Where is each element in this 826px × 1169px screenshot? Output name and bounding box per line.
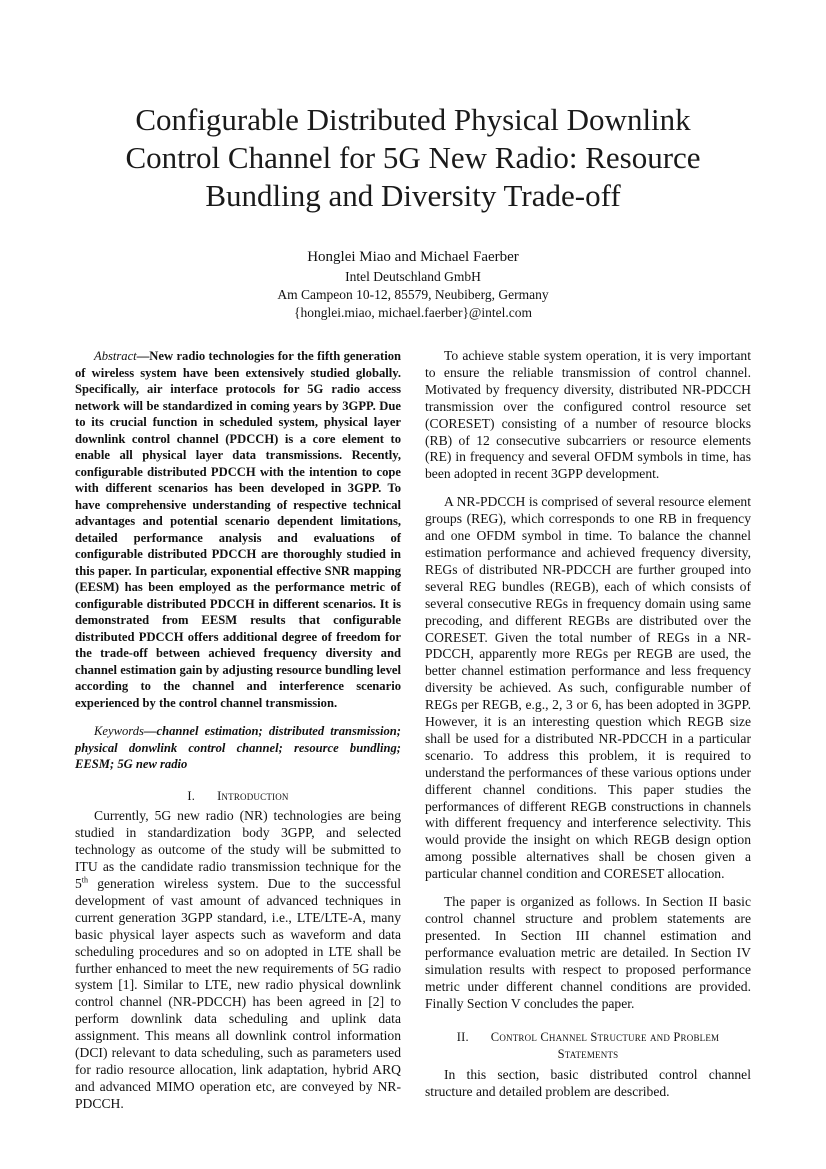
section-2-number: II. <box>456 1030 469 1045</box>
section-1-number: I. <box>187 788 196 803</box>
title-line-2: Control Channel for 5G New Radio: Resource <box>125 140 701 175</box>
abstract-text: —New radio technologies for the fifth generation of wireless system have been extensively studied globally. Specifically, air interface protocols for 5G radio access network will be standardized in coming years by 3GPP. Due to its crucial function in scheduled system, physical layer downlink control channel (PDCCH) is a core element to enable all physical layer data transmissions. Recently, configurable distributed PDCCH with the intention to cope with different scenarios has been developed in 3GPP. To have comprehensive understanding of respective technical advantages and potential scenario dependent limitations, detailed performance analysis and evaluations of configurable distributed PDCCH are thoroughly studied in this paper. In particular, exponential effective SNR mapping (EESM) has been employed as the performance metric of configurable distributed PDCCH in different scenarios. It is demonstrated from EESM results that configurable distributed PDCCH offers additional degree of freedom for the trade-off between achieved frequency diversity and channel estimation gain by adjusting resource bundling level according to the channel and interference scenario experienced by the control channel transmission. <box>75 349 401 710</box>
keywords <box>75 723 401 773</box>
intro-p1-text-b: generation wireless system. Due to the successful development of vast amount of advanced techniques in current generation 3GPP standard, i.e., LTE/LTE-A, many basic physical layer aspects such as waveform and data scheduling procedures and so on adopted in LTE shall be further enhanced to meet the new requirements of 5G radio system [1]. Similar to LTE, new radio physical downlink control channel (NR-PDCCH) has been agreed in [2] to perform downlink data scheduling and uplink data assignment. This means all downlink control information (DCI) relevant to data scheduling, such as parameters used for radio resource allocation, link adaptation, hybrid ARQ and advanced MIMO operation etc, are conveyed by NR-PDCCH. <box>75 876 401 1111</box>
section-2-paragraph-1: In this section, basic distributed control channel structure and detailed problem are described. <box>425 1067 751 1100</box>
section-2-title-line-2: Statements <box>557 1047 619 1062</box>
intro-paragraph-2: To achieve stable system operation, it is very important to ensure the reliable transmission of control channel. Motivated by frequency diversity, distributed NR-PDCCH transmission over the configured control resource set (CORESET) consisting of a number of resource blocks (RB) of 12 consecutive subcarriers or resource elements (RE) in frequency and several OFDM symbols in time, has been adopted in recent 3GPP development. <box>425 348 751 482</box>
title-line-1: Configurable Distributed Physical Downlink <box>135 102 691 137</box>
section-1-title: Introduction <box>217 788 289 803</box>
affiliation-block <box>0 268 826 322</box>
intro-paragraph-3: A NR-PDCCH is comprised of several resource element groups (REG), which corresponds to one RB in frequency and one OFDM symbol in time. To balance the channel estimation performance and achieved frequency diversity, REGs of distributed NR-PDCCH are further grouped into several REG bundles (REGB), each of which consists of several consecutive REGs in frequency domain using same precoding, and different REGBs are distributed over the CORESET. Given the total number of REGs in a NR-PDCCH, apparently more REGs per REGB are used, the better channel estimation performance and less frequency diversity be achieved. As such, configurable number of REGs per REGB, e.g., 2, 3 or 6, has been adopted in 3GPP. However, it is an interesting question which REGB size shall be used for a distributed NR-PDCCH in a particular scenario. To address this problem, it is required to understand the performances of these various options under different channel conditions. This paper studies the performances of different REGB constructions in channels with different frequency and interference selectivity. This would provide the insight on which REGB design option among possible alternatives shall be chosen given a particular channel condition and CORESET allocation. <box>425 494 751 882</box>
title-line-3: Bundling and Diversity Trade-off <box>205 178 621 213</box>
author-names: Honglei Miao and Michael Faerber <box>307 249 519 265</box>
section-1-heading <box>75 788 401 805</box>
keywords-text: —channel estimation; distributed transmission; physical donwlink control channel; resource bundling; EESM; 5G new radio <box>75 724 401 771</box>
affiliation-address: Am Campeon 10-12, 85579, Neubiberg, Germany <box>277 287 549 302</box>
intro-paragraph-4: The paper is organized as follows. In Section II basic control channel structure and problem statements are presented. In Section III channel estimation and performance evaluation metric are detailed. In Section IV simulation results with respect to proposed performance metric under different channel conditions are provided. Finally Section V concludes the paper. <box>425 894 751 1011</box>
abstract <box>75 348 401 711</box>
right-column <box>425 348 751 1101</box>
abstract-label: Abstract <box>94 349 137 363</box>
keywords-label: Keywords <box>94 724 144 738</box>
affiliation-email: {honglei.miao, michael.faerber}@intel.com <box>294 305 532 320</box>
section-2-title-line-1: Control Channel Structure and Problem <box>490 1030 720 1045</box>
paper-title <box>60 101 766 215</box>
intro-p1-superscript: th <box>81 875 89 885</box>
left-column <box>75 348 401 1113</box>
intro-paragraph-1 <box>75 808 401 1112</box>
affiliation-company: Intel Deutschland GmbH <box>345 269 481 284</box>
section-2-heading <box>425 1029 751 1063</box>
intro-p1-text-a: Currently, 5G new radio (NR) technologies are being studied in standardization body 3GPP, and selected technology as outcome of the study will be submitted to ITU as the candidate radio transmission technique for the 5 <box>75 808 401 892</box>
